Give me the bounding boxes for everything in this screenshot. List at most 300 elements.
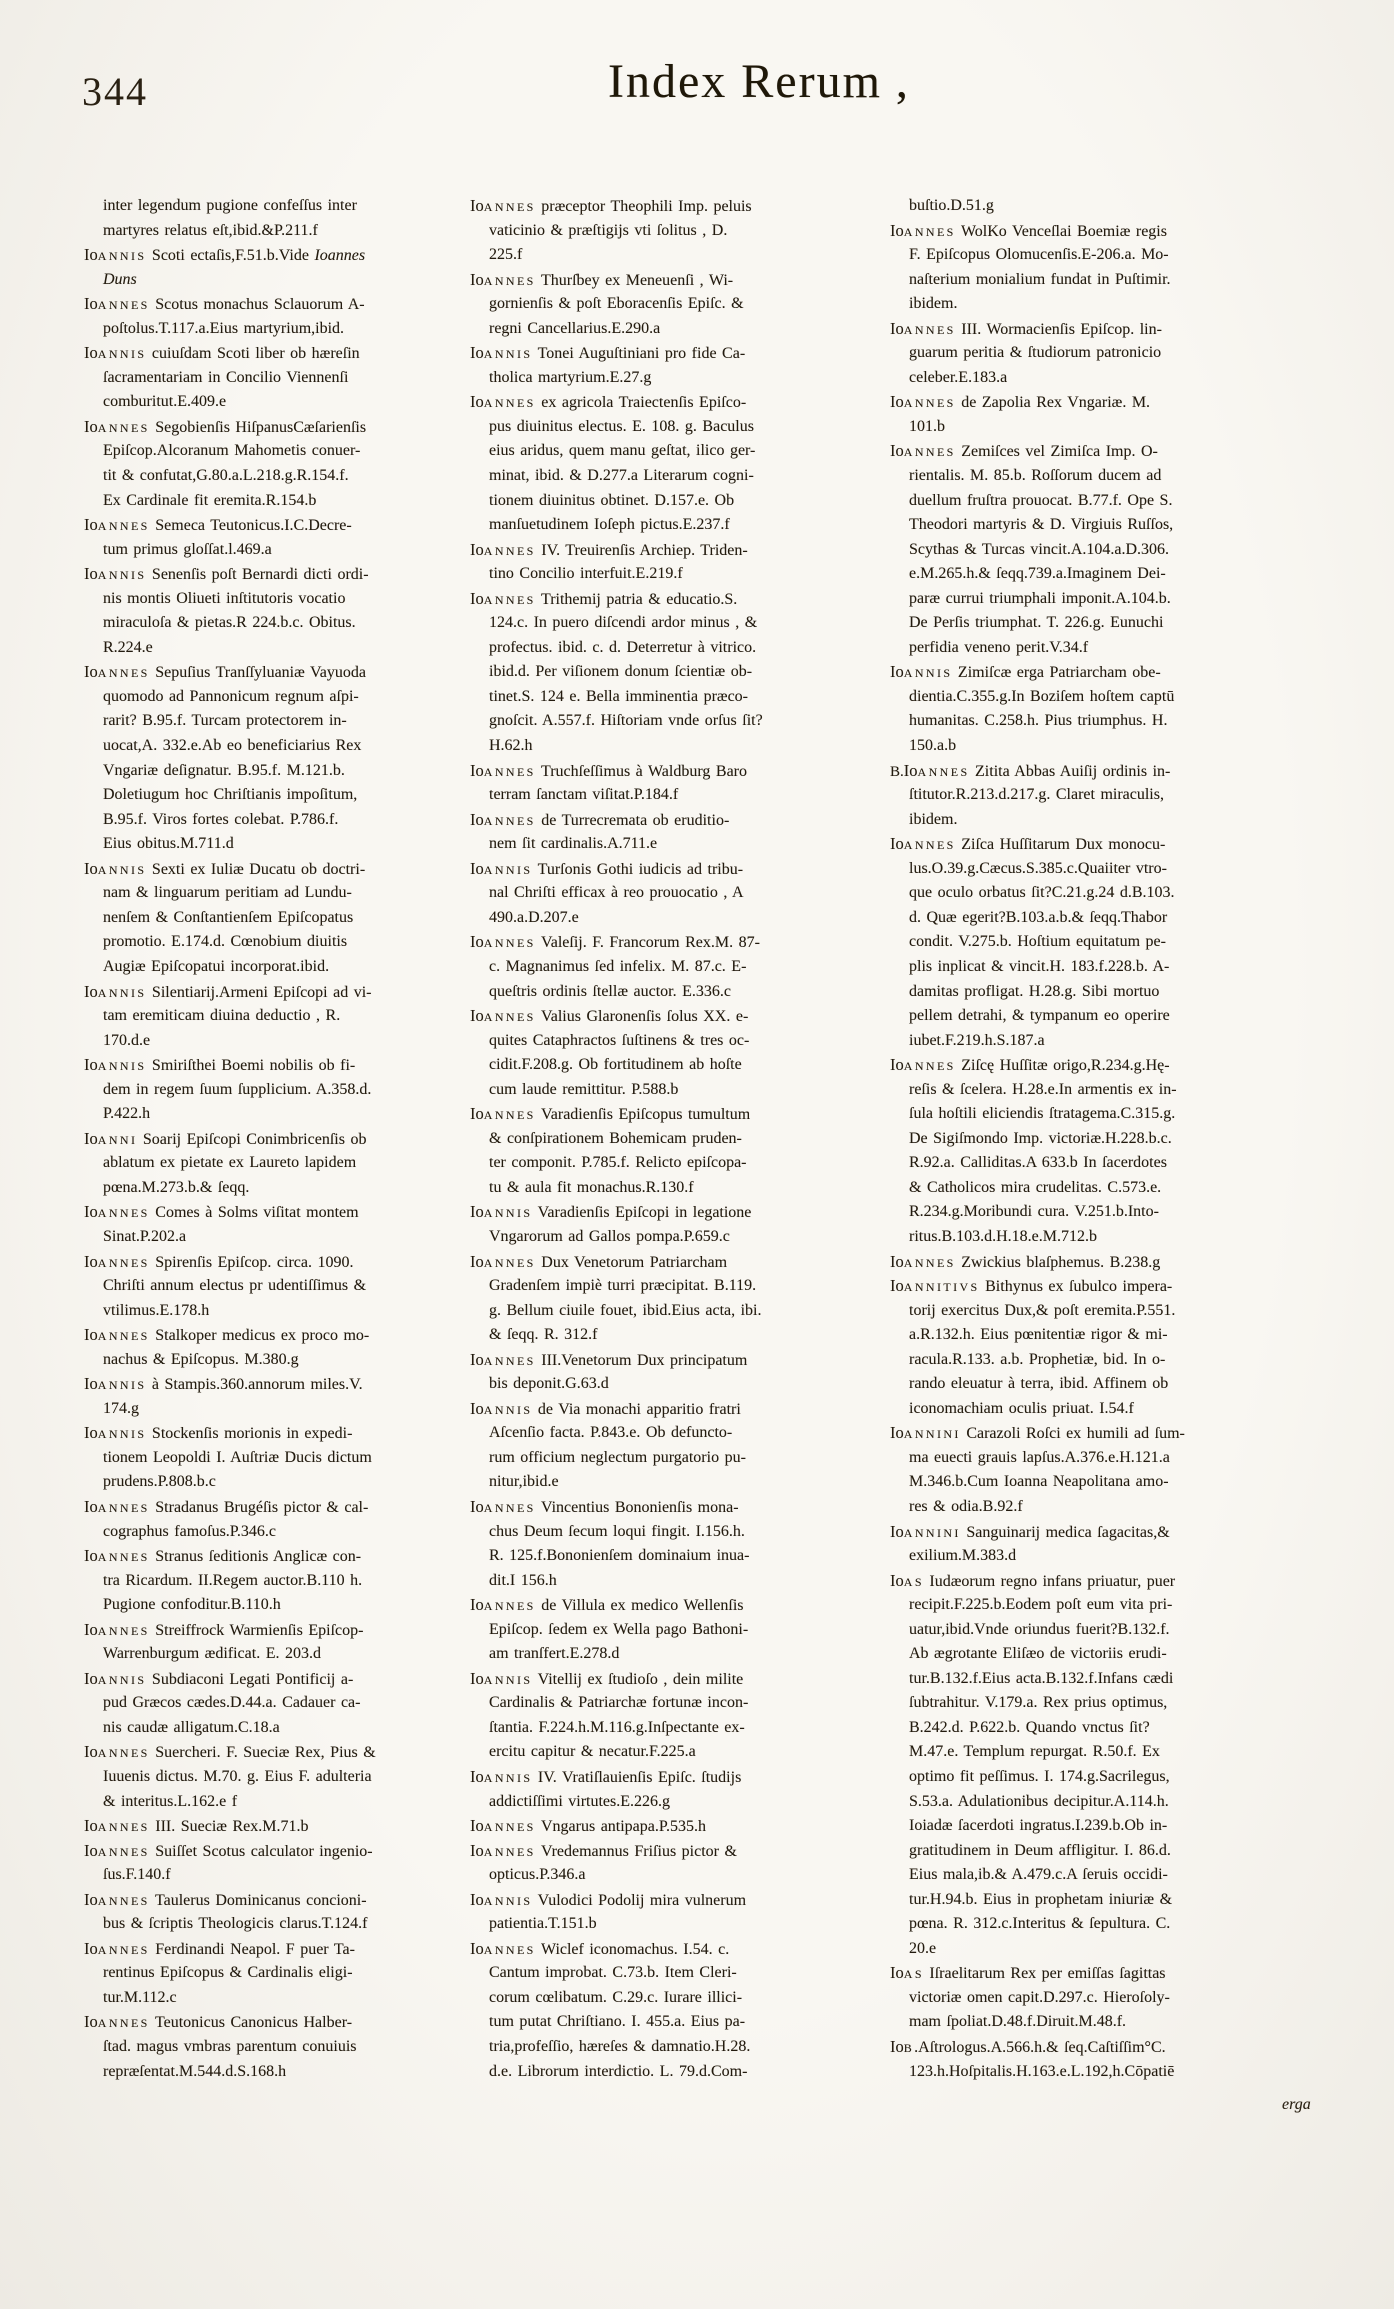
index-continuation-line: promotio. E.174.d. Cœnobium diuitis	[103, 933, 348, 951]
entry-headword: IoANNES	[470, 269, 536, 289]
index-continuation-line: pus diuinitus electus. E. 108. g. Baculus	[489, 417, 754, 435]
index-continuation-line: tino Concilio interfuit.E.219.f	[489, 565, 683, 583]
index-continuation-line: humanitas. C.258.h. Pius triumphus. H.	[909, 712, 1168, 730]
index-continuation-line: R.234.g.Moribundi cura. V.251.b.Into-	[909, 1203, 1159, 1221]
entry-headword: IoANNES	[890, 1251, 956, 1271]
index-continuation-line: patientia.T.151.b	[489, 1915, 597, 1933]
entry-headword: IoANNIS	[84, 564, 147, 584]
index-continuation-line: gratitudinem in Deum affligitur. I. 86.d.	[909, 1841, 1171, 1859]
index-continuation-line: d. Quæ egerit?B.103.a.b.& ſeqq.Thabor	[909, 908, 1168, 926]
index-continuation-line: gnoſcit. A.557.f. Hiſtoriam vnde orſus ſit?	[489, 712, 763, 730]
index-entry-line: IoANNES Thurſbey ex Meneuenſi , Wi-	[470, 269, 734, 289]
index-entry-line: IoANNES Vngarus antipapa.P.535.h	[470, 1816, 707, 1836]
index-continuation-line: 170.d.e	[103, 1031, 151, 1049]
index-continuation-line: ablatum ex pietate ex Laureto lapidem	[103, 1154, 357, 1172]
index-entry-line: IoANNES WolKo Venceſlai Boemiæ regis	[890, 220, 1167, 240]
index-continuation-line: ma euecti grauis lapſus.A.376.e.H.121.a	[909, 1448, 1170, 1466]
index-continuation-line: manſuetudinem Ioſeph pictus.E.237.f	[489, 516, 730, 534]
index-continuation-line: regni Cancellarius.E.290.a	[489, 319, 661, 337]
entry-headword: IoANNES	[84, 1816, 150, 1836]
entry-headword: IoANNINI	[890, 1521, 961, 1541]
entry-headword: IoANNIS	[84, 1423, 147, 1443]
catchword: erga	[1282, 2096, 1311, 2113]
index-continuation-line: duellum fruſtra prouocat. B.77.f. Ope S.	[909, 491, 1173, 509]
index-continuation-line: Cardinalis & Patriarchæ fortunæ incon-	[489, 1694, 749, 1712]
index-continuation-line: Iuuenis dictus. M.70. g. Eius F. adulteria	[103, 1768, 372, 1785]
index-continuation-line: 150.a.b	[909, 737, 957, 755]
index-entry-line: IoANNES Stradanus Brugéſis pictor & cal-	[84, 1496, 369, 1516]
index-continuation-line: M.47.e. Templum repurgat. R.50.f. Ex	[909, 1743, 1160, 1761]
index-continuation-line	[84, 268, 470, 293]
index-continuation-line: Scythas & Turcas vincit.A.104.a.D.306.	[909, 540, 1170, 558]
index-continuation-line: Cantum improbat. C.73.b. Item Cleri-	[489, 1964, 737, 1982]
index-continuation-line: Theodori martyris & D. Virgiuis Ruſſos,	[909, 516, 1174, 534]
entry-headword: IoANNES	[470, 1251, 536, 1271]
entry-headword: IoANNIS	[890, 662, 953, 682]
index-continuation-line: optimo fit peſſimus. I. 174.g.Sacrilegus,	[909, 1768, 1170, 1785]
index-continuation-line: ſacramentariam in Concilio Viennenſi	[103, 368, 349, 386]
index-entry-line: IoANNIS Varadienſis Epiſcopi in legatione	[470, 1202, 752, 1222]
index-continuation-line: tum primus gloſſat.l.469.a	[103, 540, 272, 558]
index-continuation-line: mam ſpoliat.D.48.f.Diruit.M.48.f.	[909, 2013, 1127, 2031]
index-continuation-line: ſtitutor.R.213.d.217.g. Claret miraculis,	[909, 786, 1164, 804]
index-continuation-line: cum laude remittitur. P.588.b	[489, 1080, 679, 1098]
index-continuation-line: condit. V.275.b. Hoſtium equitatum pe-	[909, 933, 1166, 951]
index-continuation-line: rando eleuatur à terra, ibid. Affinem ob	[909, 1375, 1169, 1393]
index-continuation-line: Vngariæ deſignatur. B.95.f. M.121.b.	[103, 761, 345, 779]
index-entry-line: IoANNES Stalkoper medicus ex proco mo-	[84, 1325, 370, 1345]
index-continuation-line: nem ſit cardinalis.A.711.e	[489, 835, 658, 853]
index-continuation-line: ibidem.	[909, 810, 958, 828]
index-continuation-line: e.M.265.h.& ſeqq.739.a.Imaginem Dei-	[909, 565, 1166, 583]
entry-headword: IoANNES	[84, 515, 150, 535]
index-continuation-line: ercitu capitur & necatur.F.225.a	[489, 1743, 696, 1761]
index-continuation-line: corum cœlibatum. C.29.c. Iurare illici-	[489, 1988, 743, 2006]
index-continuation-line: perfidia veneno perit.V.34.f	[909, 638, 1089, 656]
index-continuation-line: cographus famoſus.P.346.c	[103, 1522, 277, 1540]
index-entry-line: IoANNES III. Wormacienſis Epiſcop. lin-	[890, 318, 1162, 338]
index-continuation-line: am tranſfert.E.278.d	[489, 1645, 620, 1663]
index-continuation-line: tionem Leopoldi I. Auſtriæ Ducis dictum	[103, 1448, 372, 1466]
index-entry-line: IoANNES ex agricola Traiectenſis Epiſco-	[470, 392, 747, 412]
index-continuation-line: & ſeqq. R. 312.f	[489, 1326, 598, 1344]
entry-headword: IoANNES	[903, 760, 970, 780]
index-continuation-line: damitas profligat. H.28.g. Sibi mortuo	[909, 982, 1160, 1000]
entry-headword: IoANNIS	[470, 858, 533, 878]
index-entry-line: IoANNIS Subdiaconi Legati Pontificij a-	[84, 1668, 354, 1688]
index-continuation-line: nenſem & Conſtantienſem Epiſcopatus	[103, 908, 354, 926]
index-continuation-line: Ioiadæ ſacerdoti ingratus.I.239.b.Ob in-	[909, 1817, 1168, 1835]
index-continuation-line: & conſpirationem Bohemicam pruden-	[489, 1129, 742, 1147]
index-continuation-line: d.e. Librorum interdictio. L. 79.d.Com-	[489, 2062, 748, 2080]
index-continuation-line: minat, ibid. & D.277.a Literarum cogni-	[489, 467, 754, 485]
index-column-3	[890, 194, 1322, 2084]
index-entry-line: IoANNES præceptor Theophili Imp. peluis	[470, 196, 752, 215]
entry-headword: IoANNES	[84, 1325, 150, 1345]
index-continuation-line: tum putat Chriſtiano. I. 455.a. Eius pa-	[489, 2013, 746, 2031]
page-title: Index Rerum ,	[608, 55, 910, 108]
index-entry-line: IoANNES Vincentius Bononienſis mona-	[470, 1496, 739, 1516]
entry-headword: IoANNIS	[84, 1055, 147, 1075]
index-entry-line: IoANNES Vredemannus Friſius pictor &	[470, 1840, 737, 1860]
index-entry-line: IoANNES Zwickius blaſphemus. B.238.g	[890, 1251, 1161, 1271]
index-continuation-line: Pugione confoditur.B.110.h	[103, 1596, 281, 1614]
entry-headword: IoANNES	[84, 1938, 150, 1958]
index-continuation-line: 174.g	[103, 1399, 139, 1417]
entry-headword: IoANNES	[84, 662, 150, 682]
index-continuation-line: buſtio.D.51.g	[909, 197, 994, 214]
index-continuation-line: prudens.P.808.b.c	[103, 1473, 216, 1491]
index-continuation-line: P.422.h	[103, 1105, 151, 1123]
index-entry-line: IoANNIS Sexti ex Iuliæ Ducatu ob doctri-	[84, 858, 366, 878]
page-number: 344	[82, 69, 148, 114]
index-continuation-line: tam eremiticam diuina deductio , R.	[103, 1007, 341, 1025]
entry-headword: IoANNIS	[470, 343, 533, 363]
index-continuation-line: bis deponit.G.63.d	[489, 1375, 609, 1393]
entry-headword: IoANNES	[84, 1202, 150, 1222]
index-continuation-line: torij exercitus Dux,& poſt eremita.P.551.	[909, 1301, 1176, 1319]
index-continuation-line: De Perſis triumphat. T. 226.g. Eunuchi	[909, 614, 1164, 632]
index-entry-line: IoANNES Teutonicus Canonicus Halber-	[84, 2012, 353, 2032]
index-continuation-line: Aſcenſio facta. P.843.e. Ob defuncto-	[489, 1424, 733, 1442]
index-continuation-line: martyres relatus eſt,ibid.&P.211.f	[103, 221, 318, 239]
index-entry-line: IoANNINI Carazoli Roſci ex humili ad ſum-	[890, 1423, 1185, 1443]
entry-headword: IoANNIS	[470, 1668, 533, 1688]
index-continuation-line: dit.I 156.h	[489, 1571, 557, 1589]
entry-headword: IoANNES	[84, 1742, 150, 1762]
index-continuation-line: nitur,ibid.e	[489, 1473, 559, 1491]
index-continuation-line: pœna. R. 312.c.Interitus & ſepultura. C.	[909, 1915, 1171, 1933]
entry-headword: IoAS	[890, 1570, 924, 1590]
index-continuation-line: Doletiugum hoc Chriſtianis impoſitum,	[103, 786, 358, 804]
index-continuation-line: Augiæ Epiſcopatui incorporat.ibid.	[103, 957, 330, 975]
index-continuation-line: S.53.a. Adulationibus decipitur.A.114.h.	[909, 1792, 1169, 1810]
index-continuation-line: nis caudæ alligatum.C.18.a	[103, 1718, 280, 1736]
entry-headword: IoANNES	[890, 441, 956, 461]
entry-headword: IoANNES	[470, 809, 536, 829]
index-entry-line: IoANNIS Zimiſcæ erga Patriarcham obe-	[890, 662, 1161, 682]
entry-headword: IoANNI	[84, 1128, 138, 1148]
entry-headword: IoANNES	[470, 392, 536, 412]
index-entry-line: IoB.Aſtrologus.A.566.h.& ſeq.Caſtiſſim°C.	[890, 2037, 1166, 2057]
index-continuation-line: iubet.F.219.h.S.187.a	[909, 1031, 1045, 1049]
index-continuation-line: F. Epiſcopus Olomucenſis.E-206.a. Mo-	[909, 246, 1169, 264]
index-continuation-line: ſus.F.140.f	[103, 1866, 171, 1884]
index-entry-line: IoANNIS Smiriſthei Boemi nobilis ob fi-	[84, 1055, 356, 1075]
index-entry-line: IoANNIS cuiuſdam Scoti liber ob hæreſin	[84, 343, 360, 363]
index-entry-line: IoANNIS Vulodici Podolij mira vulnerum	[470, 1889, 747, 1909]
index-continuation-line: 101.b	[909, 417, 945, 435]
entry-headword: IoANNES	[84, 1889, 150, 1909]
index-continuation-line: Eius obitus.M.711.d	[103, 835, 234, 853]
index-continuation-line: nis montis Oliueti inſtitutoris vocatio	[103, 589, 346, 607]
index-continuation-line: a.R.132.h. Eius pœnitentiæ rigor & mi-	[909, 1326, 1168, 1344]
index-continuation-line: comburitut.E.409.e	[103, 393, 227, 411]
index-continuation-line: res & odia.B.92.f	[909, 1497, 1023, 1515]
index-continuation-line: R.92.a. Calliditas.A 633.b In ſacerdotes	[909, 1154, 1167, 1172]
index-continuation-line: rarit? B.95.f. Turcam protectorem in-	[103, 712, 347, 730]
index-continuation-line: miraculoſa & pietas.R 224.b.c. Obitus.	[103, 614, 356, 632]
index-continuation-line: De Sigiſmondo Imp. victoriæ.H.228.b.c.	[909, 1129, 1172, 1147]
index-entry-line: IoANNES Varadienſis Epiſcopus tumultum	[470, 1104, 751, 1124]
entry-headword: IoANNES	[470, 1840, 536, 1860]
entry-headword: IoANNITIVS	[890, 1276, 980, 1296]
entry-headword: IoANNES	[470, 1104, 536, 1124]
index-entry-line: IoANNES Dux Venetorum Patriarcham	[470, 1251, 728, 1271]
entry-headword: IoANNES	[470, 1816, 536, 1836]
index-entry-line: IoANNES Streiffrock Warmienſis Epiſcop-	[84, 1619, 364, 1639]
index-entry-line: IoANNI Soarij Epiſcopi Conimbricenſis ob	[84, 1128, 367, 1148]
entry-headword: IoANNES	[84, 416, 150, 436]
index-entry-line: IoANNIS IV. Vratiſlauienſis Epiſc. ſtudijs	[470, 1767, 742, 1786]
index-continuation-line: tit & confutat,G.80.a.L.218.g.R.154.f.	[103, 467, 349, 485]
index-entry-line: IoANNES Suercheri. F. Sueciæ Rex, Pius &	[84, 1742, 376, 1762]
index-continuation-line: Vngarorum ad Gallos pompa.P.659.c	[489, 1227, 730, 1245]
entry-headword: IoANNES	[470, 1938, 536, 1958]
entry-headword: IoANNES	[84, 2012, 150, 2032]
entry-headword: IoANNIS	[84, 245, 147, 265]
index-continuation-line: repræſentat.M.544.d.S.168.h	[103, 2062, 287, 2080]
index-continuation-line: quomodo ad Pannonicum regnum aſpi-	[103, 687, 359, 705]
entry-headword: IoANNES	[470, 760, 536, 780]
index-continuation-line: naſterium monialium fundat in Puſtimir.	[909, 270, 1171, 288]
entry-headword: IoANNIS	[84, 343, 147, 363]
index-continuation-line: tur.H.94.b. Eius in prophetam iniuriæ &	[909, 1890, 1173, 1908]
index-continuation-line: nal Chriſti efficax à reo prouocatio , A	[489, 884, 744, 902]
index-entry-line: IoANNES III.Venetorum Dux principatum	[470, 1349, 748, 1369]
index-continuation-line: R. 125.f.Bononienſem dominaium inua-	[489, 1547, 750, 1565]
index-continuation-line: vtilimus.E.178.h	[103, 1301, 210, 1319]
index-continuation-line: Epiſcop. ſedem ex Wella pago Bathoni-	[489, 1620, 749, 1638]
index-entry-line: IoANNES Semeca Teutonicus.I.C.Decre-	[84, 515, 352, 535]
index-continuation-line: dem in regem ſuum ſupplicium. A.358.d.	[103, 1080, 372, 1098]
index-continuation-line: c. Magnanimus ſed infelix. M. 87.c. E-	[489, 957, 747, 975]
index-continuation-line: ſtantia. F.224.h.M.116.g.Inſpectante ex-	[489, 1718, 745, 1736]
index-continuation-line: iconomachiam oculis priuat. I.54.f	[909, 1399, 1134, 1417]
index-continuation-line: reſis & ſcelera. H.28.e.In armentis ex in-	[909, 1080, 1177, 1098]
index-continuation-line: tria,profeſſio, hæreſes & damnatio.H.28.	[489, 2038, 751, 2056]
index-entry-line: IoANNES Wiclef iconomachus. I.54. c.	[470, 1938, 730, 1958]
entry-headword: IoANNIS	[84, 858, 147, 878]
entry-headword: IoANNES	[890, 318, 956, 338]
index-continuation-line: ter componit. P.785.f. Relicto epiſcopa-	[489, 1154, 747, 1172]
index-continuation-line: exilium.M.383.d	[909, 1547, 1017, 1565]
index-entry-line: IoANNES Spirenſis Epiſcop. circa. 1090.	[84, 1251, 354, 1271]
entry-headword: IoANNES	[470, 588, 536, 608]
index-continuation-line: nachus & Epiſcopus. M.380.g	[103, 1350, 299, 1368]
index-entry-line: IoANNIS Tonei Auguſtiniani pro fide Ca-	[470, 343, 746, 363]
index-continuation-line: ritus.B.103.d.H.18.e.M.712.b	[909, 1227, 1097, 1245]
entry-headword: IoANNES	[890, 834, 956, 854]
index-continuation-line: Sinat.P.202.a	[103, 1227, 187, 1245]
index-continuation-line: 124.c. In puero diſcendi ardor minus , &	[489, 614, 758, 632]
index-entry-line: IoANNES III. Sueciæ Rex.M.71.b	[84, 1816, 309, 1836]
entry-headword: IoANNES	[470, 1496, 536, 1516]
index-continuation-line: addictiſſimi virtutes.E.226.g	[489, 1792, 671, 1810]
index-entry-line: IoANNES Ferdinandi Neapol. F puer Ta-	[84, 1938, 355, 1958]
index-entry-line: IoANNITIVS Bithynus ex ſubulco impera-	[890, 1276, 1173, 1296]
index-entry-line: IoANNES Suiſſet Scotus calculator ingenio-	[84, 1840, 373, 1860]
index-continuation-line: B.242.d. P.622.b. Quando vnctus ſit?	[909, 1718, 1150, 1736]
index-continuation-line: g. Bellum ciuile fouet, ibid.Eius acta, ibi.	[489, 1301, 762, 1319]
cross-reference-italic: Ioannes	[314, 247, 366, 265]
index-continuation-line: rum officium neglectum purgatorio pu-	[489, 1448, 746, 1466]
index-continuation-line: dientia.C.355.g.In Boziſem hoſtem captū	[909, 687, 1175, 705]
index-continuation-line: queſtris ordinis ſtellæ auctor. E.336.c	[489, 982, 731, 1000]
index-continuation-line: pœna.M.273.b.& ſeqq.	[103, 1178, 250, 1196]
index-continuation-line: racula.R.133. a.b. Prophetiæ, bid. In o-	[909, 1350, 1166, 1368]
index-continuation-line: vaticinio & præſtigijs vti ſolitus , D.	[489, 221, 728, 239]
index-continuation-line: nam & linguarum peritiam ad Lundu-	[103, 884, 352, 902]
index-continuation-line: gornienſis & poſt Eboracenſis Epiſc. &	[489, 295, 744, 313]
entry-headword: IoANNES	[84, 1251, 150, 1271]
index-entry-line: IoANNES Comes à Solms viſitat montem	[84, 1202, 359, 1222]
index-continuation-line: uocat,A. 332.e.Ab eo beneficiarius Rex	[103, 737, 362, 755]
index-continuation-line: terram ſanctam viſitat.P.184.f	[489, 786, 679, 804]
index-entry-line: IoAS Iſraelitarum Rex per emiſſas ſagittas	[890, 1963, 1166, 1983]
cross-reference-italic: Duns	[103, 270, 137, 288]
index-continuation-line: ſula hoſtili eliciendis ſtratagema.C.315.g.	[909, 1105, 1176, 1123]
entry-headword: IoANNIS	[470, 1202, 533, 1222]
index-continuation-line: Gradenſem impiè turri præcipitat. B.119.	[489, 1277, 757, 1295]
index-continuation-line: eius aridus, quem manu geſtat, ilico ger-	[489, 442, 756, 460]
entry-headword: IoANNES	[890, 392, 956, 412]
index-continuation-line: tu & aula fit monachus.R.130.f	[489, 1178, 694, 1196]
index-continuation-line: lus.O.39.g.Cæcus.S.385.c.Quaiiter vtro-	[909, 859, 1167, 877]
index-continuation-line: opticus.P.346.a	[489, 1866, 586, 1884]
index-entry-line: IoANNIS Senenſis poſt Bernardi dicti ordi-	[84, 564, 369, 584]
entry-headword: IoANNES	[890, 1055, 956, 1075]
index-continuation-line: & interitus.L.162.e f	[103, 1792, 238, 1810]
entry-headword: IoANNIS	[84, 1668, 147, 1688]
index-entry-line: IoANNES Taulerus Dominicanus concioni-	[84, 1889, 367, 1909]
entry-headword: IoB	[890, 2037, 915, 2057]
index-continuation-line: tur.B.132.f.Eius acta.B.132.f.Infans cædi	[909, 1669, 1174, 1687]
index-continuation-line: inter legendum pugione confeſſus inter	[103, 197, 357, 214]
index-continuation-line: celeber.E.183.a	[909, 368, 1008, 386]
index-continuation-line: Eius mala,ib.& A.479.c.A ſeruis occidi-	[909, 1866, 1168, 1884]
index-continuation-line: Ab ægrotante Eliſæo de victoriis erudi-	[909, 1645, 1167, 1663]
entry-headword: IoANNIS	[84, 1374, 147, 1394]
index-entry-line: IoANNIS à Stampis.360.annorum miles.V.	[84, 1374, 363, 1394]
index-continuation-line: poſtolus.T.117.a.Eius martyrium,ibid.	[103, 319, 345, 337]
index-continuation-line: profectus. ibid. c. d. Deterretur à vitrico.	[489, 638, 757, 656]
entry-prefix: B.	[890, 763, 904, 780]
index-continuation-line: 20.e	[909, 1939, 937, 1957]
entry-headword: IoANNES	[84, 1496, 150, 1516]
index-continuation-line: bus & ſcriptis Theologicis clarus.T.124.f	[103, 1915, 368, 1933]
index-entry-line: IoANNES Zemiſces vel Zimiſca Imp. O-	[890, 441, 1158, 461]
index-continuation-line: pellem detrahi, & tympanum eo operire	[909, 1007, 1170, 1025]
index-entry-line: IoANNES de Zapolia Rex Vngariæ. M.	[890, 392, 1151, 412]
index-continuation-line: que oculo orbatus ſit?C.21.g.24 d.B.103.	[909, 884, 1175, 902]
entry-headword: IoANNES	[470, 932, 536, 952]
index-continuation-line: tionem diuinitus obtinet. D.157.e. Ob	[489, 491, 735, 509]
entry-headword: IoANNES	[470, 1006, 536, 1026]
index-continuation-line: B.95.f. Viros fortes colebat. P.786.f.	[103, 810, 339, 828]
index-continuation-line: 123.h.Hoſpitalis.H.163.e.L.192,h.Cōpatiē	[909, 2062, 1175, 2080]
index-continuation-line: recipit.F.225.b.Eodem poſt eum vita pri-	[909, 1596, 1173, 1614]
index-entry-line: IoANNIS Scoti ectaſis,F.51.b.Vide Ioannes	[84, 245, 366, 265]
entry-headword: IoANNES	[84, 1619, 150, 1639]
index-column-2	[470, 194, 882, 2084]
index-entry-line: IoANNES Ziſcę Huſſitæ origo,R.234.g.Hę-	[890, 1055, 1170, 1075]
entry-headword: IoANNIS	[84, 981, 147, 1001]
index-column-1	[84, 194, 470, 2084]
entry-headword: IoANNES	[470, 196, 536, 215]
index-continuation-line: ibidem.	[909, 295, 958, 313]
entry-headword: IoANNIS	[470, 1767, 533, 1786]
entry-headword: IoANNES	[470, 1349, 536, 1369]
index-entry-line: IoANNES Segobienſis HiſpanusCæſarienſis	[84, 416, 367, 436]
index-entry-line: IoANNES Valeſij. F. Francorum Rex.M. 87-	[470, 932, 760, 952]
index-entry-line: IoANNIS Silentiarij.Armeni Epiſcopi ad vi-	[84, 981, 372, 1001]
index-continuation-line: & Catholicos mira crudelitas. C.573.e.	[909, 1178, 1162, 1196]
index-continuation-line: rentinus Epiſcopus & Cardinalis eligi-	[103, 1964, 353, 1982]
index-entry-line: IoANNIS Stockenſis morionis in expedi-	[84, 1423, 353, 1443]
index-entry-line: IoANNES de Villula ex medico Wellenſis	[470, 1595, 744, 1615]
index-continuation-line: plis inplicat & vincit.H. 183.f.228.b. A-	[909, 957, 1170, 975]
index-continuation-line: pud Græcos cædes.D.44.a. Cadauer ca-	[103, 1694, 361, 1712]
entry-headword: IoANNIS	[470, 1398, 533, 1418]
index-continuation-line: victoriæ omen capit.D.297.c. Hieroſoly-	[909, 1988, 1170, 2006]
index-continuation-line: H.62.h	[489, 737, 533, 755]
index-continuation-line: Chriſti annum electus pr udentiſſimus &	[103, 1277, 367, 1295]
index-entry-line: IoANNIS Turſonis Gothi iudicis ad tribu-	[470, 858, 744, 878]
index-continuation-line: rientalis. M. 85.b. Roſſorum ducem ad	[909, 467, 1162, 485]
index-entry-line: IoANNES Ziſca Huſſitarum Dux monocu-	[890, 834, 1166, 854]
index-continuation-line: R.224.e	[103, 638, 153, 656]
entry-headword: IoAS	[890, 1963, 924, 1983]
index-continuation-line: ibid.d. Per viſionem donum ſcientiæ ob-	[489, 663, 753, 681]
index-continuation-line: ſtad. magus vmbras parentum conuiuis	[103, 2038, 357, 2056]
entry-headword: IoANNINI	[890, 1423, 961, 1443]
entry-headword: IoANNIS	[470, 1889, 533, 1909]
index-entry-line: IoANNINI Sanguinarij medica ſagacitas,&	[890, 1521, 1170, 1541]
index-entry-line: IoANNES Scotus monachus Sclauorum A-	[84, 294, 365, 314]
index-continuation-line: M.346.b.Cum Ioanna Neapolitana amo-	[909, 1473, 1169, 1491]
index-entry-line: IoANNES Truchſeſſimus à Waldburg Baro	[470, 760, 747, 780]
index-continuation-line: chus Deum ſecum loqui fingit. I.156.h.	[489, 1522, 745, 1540]
index-continuation-line: paræ currui triumphali imponit.A.104.b.	[909, 589, 1171, 607]
index-entry-line: IoANNES de Turrecremata ob eruditio-	[470, 809, 730, 829]
entry-headword: IoANNES	[470, 539, 536, 559]
index-entry-line: IoAS Iudæorum regno infans priuatur, puer	[890, 1570, 1176, 1590]
index-continuation-line: 490.a.D.207.e	[489, 908, 579, 926]
entry-headword: IoANNES	[84, 1546, 150, 1566]
index-entry-line: IoANNES IV. Treuirenſis Archiep. Triden-	[470, 539, 748, 559]
index-continuation-line: tra Ricardum. II.Regem auctor.B.110 h.	[103, 1571, 363, 1589]
index-continuation-line: uatur,ibid.Vnde oriundus fuerit?B.132.f.	[909, 1620, 1170, 1638]
entry-headword: IoANNES	[84, 1840, 150, 1860]
index-continuation-line: Epiſcop.Alcoranum Mahometis conuer-	[103, 442, 361, 460]
index-entry-line: B.IoANNES Zitita Abbas Auiſij ordinis in-	[890, 760, 1171, 780]
entry-headword: IoANNES	[890, 220, 956, 240]
index-entry-line: IoANNES Stranus ſeditionis Anglicæ con-	[84, 1546, 362, 1566]
index-entry-line: IoANNIS Vitellij ex ſtudioſo , dein milite	[470, 1668, 744, 1688]
index-entry-line: IoANNES Sepuſius Tranſſyluaniæ Vayuoda	[84, 662, 366, 682]
index-entry-line: IoANNES Trithemij patria & educatio.S.	[470, 588, 738, 608]
index-continuation-line: Ex Cardinale fit eremita.R.154.b	[103, 491, 317, 509]
index-continuation-line: tur.M.112.c	[103, 1988, 177, 2006]
index-continuation-line: tholica martyrium.E.27.g	[489, 368, 652, 386]
entry-headword: IoANNES	[470, 1595, 536, 1615]
entry-headword: IoANNES	[84, 294, 150, 314]
index-continuation-line: cidit.F.208.g. Ob fortitudinem ab hoſte	[489, 1056, 742, 1074]
index-continuation-line: quites Cataphractos ſuſtinens & tres oc-	[489, 1031, 750, 1049]
index-entry-line: IoANNES Valius Glaronenſis ſolus XX. e-	[470, 1006, 749, 1026]
index-continuation-line: guarum peritia & ſtudiorum patronicio	[909, 344, 1162, 362]
